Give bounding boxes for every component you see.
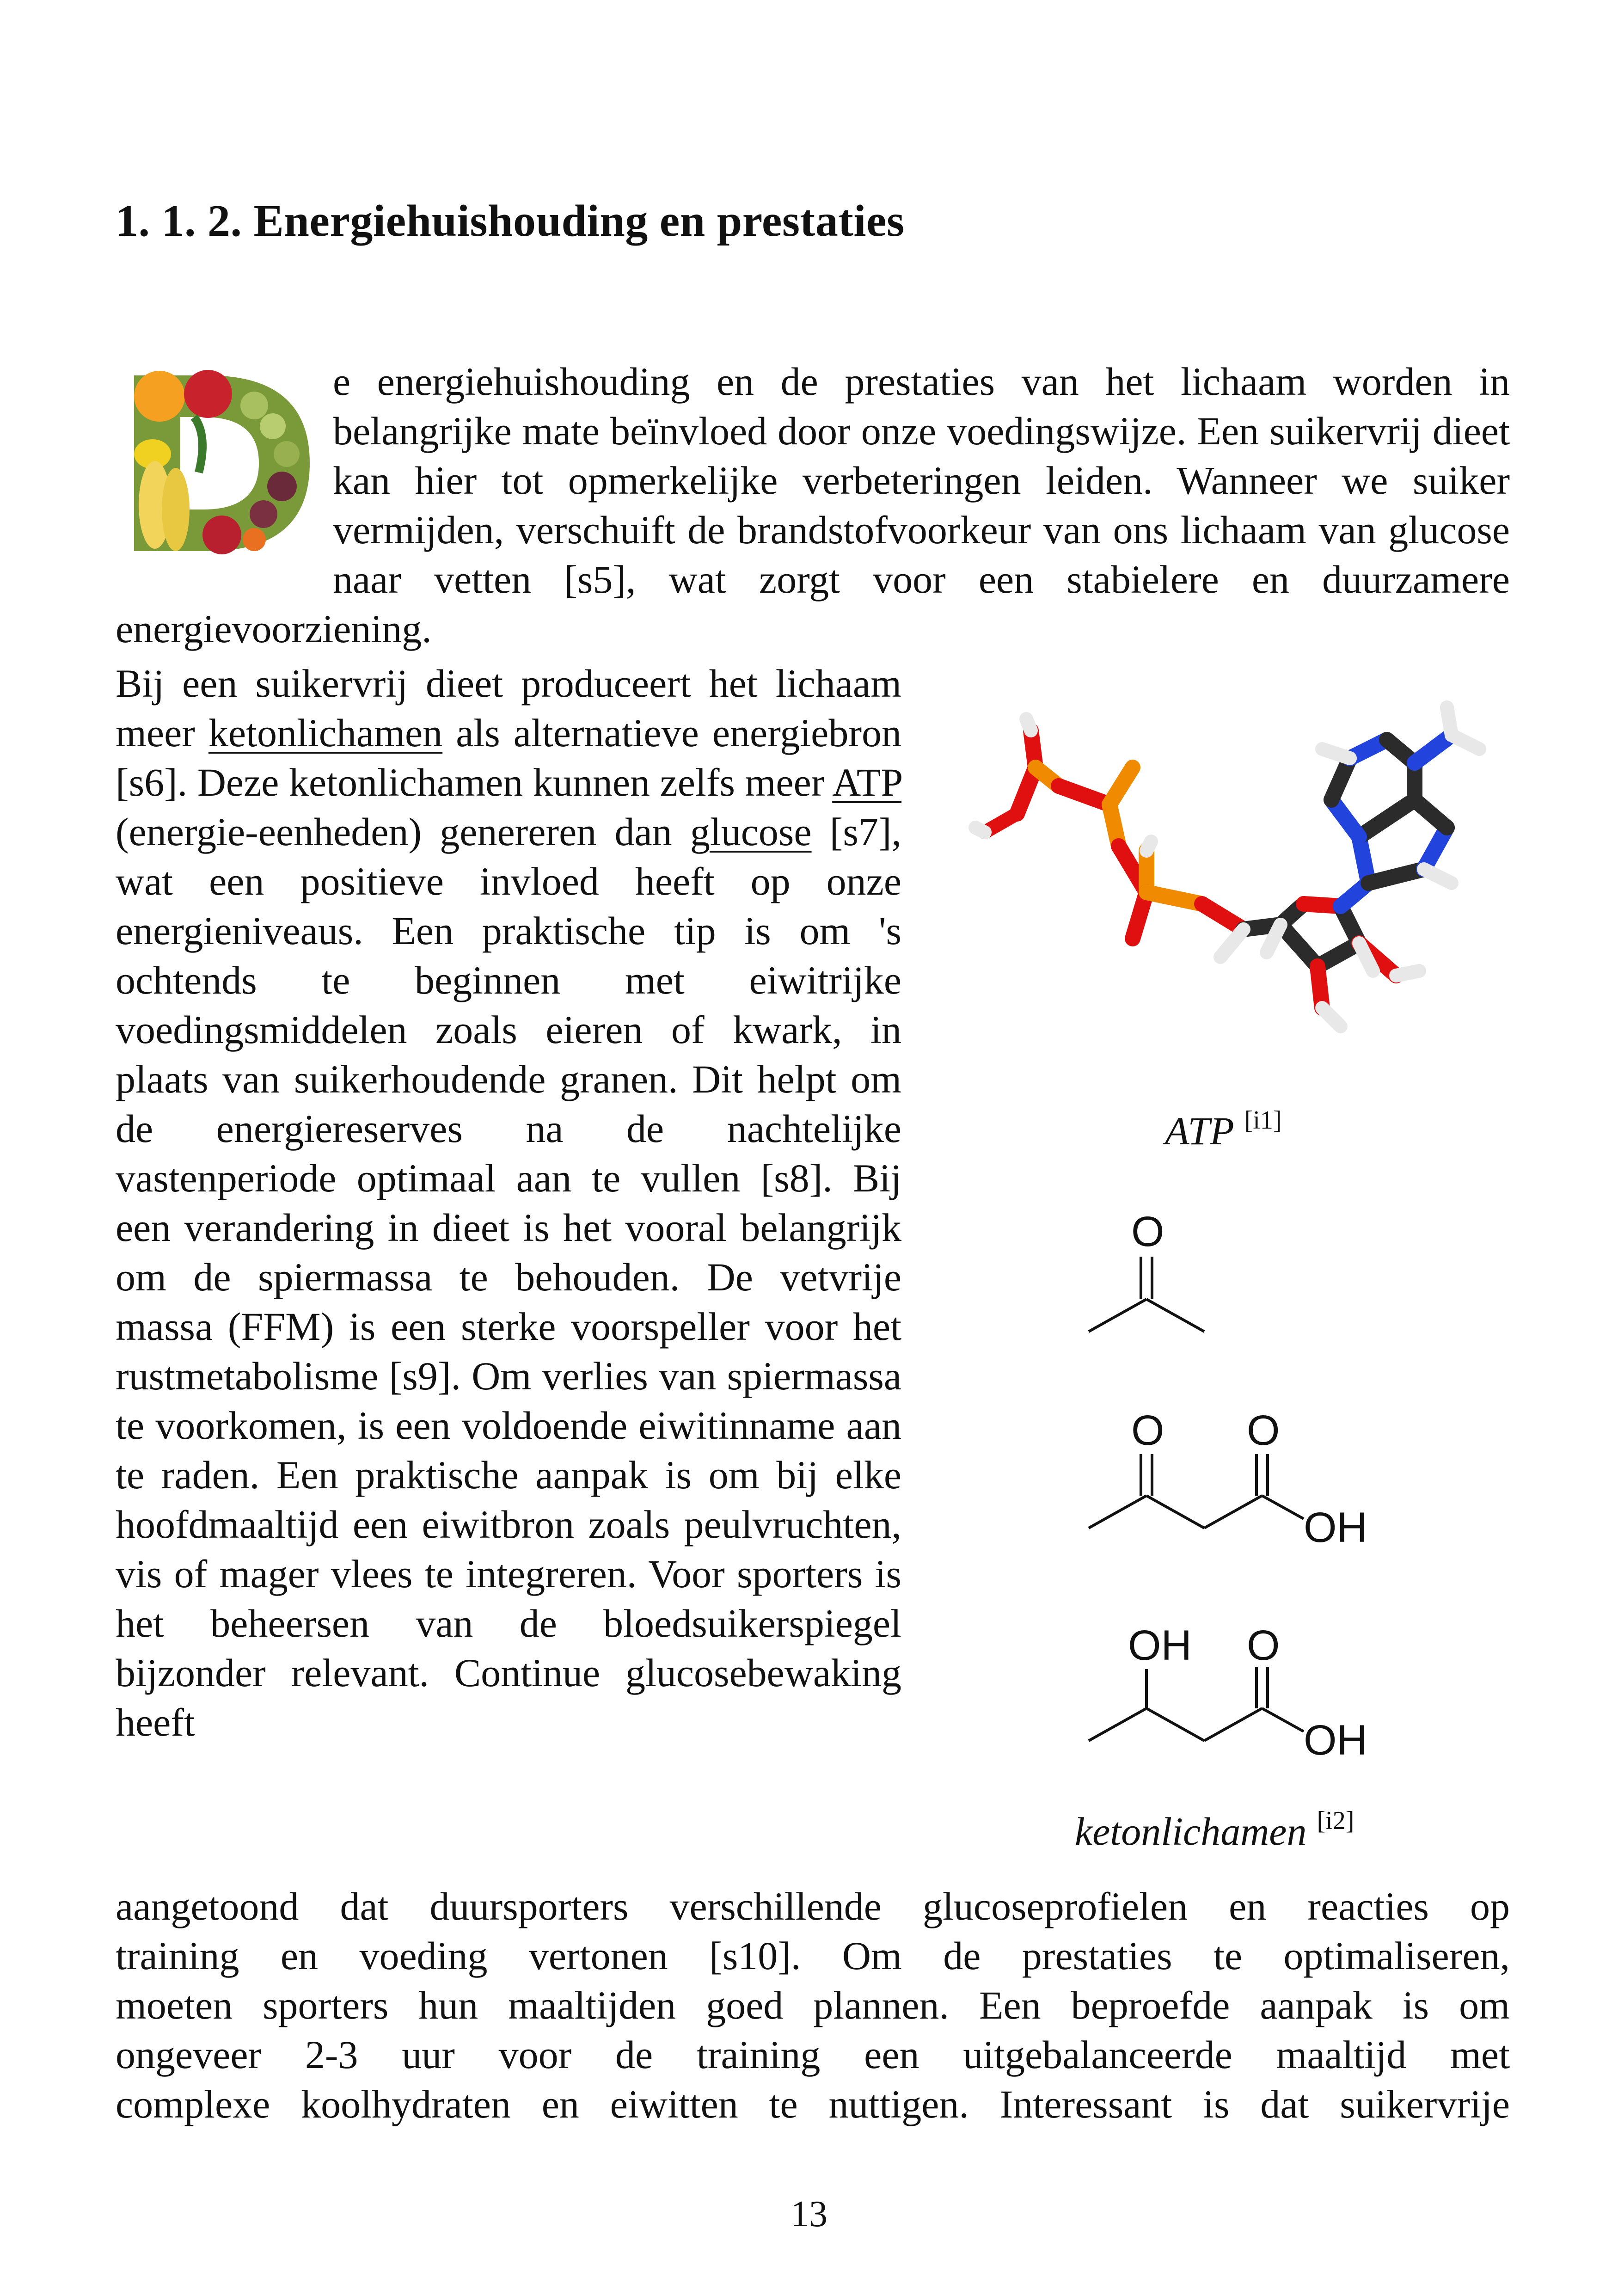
acetoacetate-oh-label: OH: [1304, 1504, 1367, 1551]
acetone-o-label: O: [1131, 1208, 1164, 1255]
acetoacetate-o2-label: O: [1247, 1407, 1280, 1454]
text-segment-4: [s7], wat een positieve invloed heeft op onze energieniveaus. Een praktische tip is om 's ochtends te beginnen met eiwitrijke voedingsmiddelen zoals eieren of kwark, in plaats van suikerhoudende granen. Dit helpt om de energiereserves na de nachtelijke vastenperiode optimaal aan te vullen [s8]. Bij een verandering in dieet is het vooral belangrijk om de spiermassa te behouden. De vetvrije massa (FFM) is een sterke voorspeller voor het rustmetabolisme [s9]. Om verlies van spiermassa te voorkomen, is een voldoende eiwitinname aan te raden. Een praktische aanpak is om bij elke hoofdmaaltijd een eiwitbron zoals peulvruchten, vis of mager vlees te integreren. Voor sporters is het beheersen van de bloedsuikerspiegel bijzonder relevant. Continue glucosebewaking heeft: [116, 810, 901, 1744]
keton-caption-ref: [i2]: [1317, 1806, 1354, 1835]
atp-caption-ref: [i1]: [1244, 1106, 1282, 1135]
bottom-line: moeten sporters hun maaltijden goed plannen. Een beproefde aanpak is om: [116, 1983, 1510, 2027]
main-column-paragraph: [116, 659, 901, 1747]
bottom-line: aangetoond dat duursporters verschillende glucoseprofielen en reacties op: [116, 1884, 1510, 1928]
acetoacetate-o1-label: O: [1131, 1407, 1164, 1454]
atp-molecule-image: [962, 694, 1516, 1063]
ketonlichamen-structures: [1063, 1193, 1433, 1757]
bottom-line: ongeveer 2-3 uur voor de training een uitgebalanceerde maaltijd met: [116, 2032, 1510, 2077]
hydroxybutyrate-oh2-label: OH: [1304, 1717, 1367, 1757]
hydroxybutyrate-o-label: O: [1247, 1622, 1280, 1669]
section-heading: 1. 1. 2. Energiehuishouding en prestaties: [116, 196, 905, 246]
bottom-line: complexe koolhydraten en eiwitten te nuttigen. Interessant is dat suikervrije: [116, 2082, 1510, 2126]
keton-caption-label: ketonlichamen: [1075, 1809, 1307, 1854]
text-segment-3: (energie-eenheden) genereren dan: [116, 810, 690, 854]
atp-caption-label: ATP: [1165, 1109, 1234, 1153]
bottom-line: training en voeding vertonen [s10]. Om de prestaties te optimaliseren,: [116, 1934, 1510, 1978]
text-segment-1: Bij een suikervrij dieet produceert het lichaam meer: [116, 661, 901, 755]
intro-dropcap-rest: e energiehuishouding en de prestaties van het lichaam worden in belangrijke mate beïnvloed door onze voedingswijze. Een suikervrij dieet kan hier tot opmerkelijke verbeteringen leiden. Wanneer we suiker vermijden, verschuift de brandstofvoorkeur van ons lichaam van glucose naar vetten [s5], wat zorgt voor een stabielere en duurzamere energievoorziening.: [116, 359, 1510, 651]
keton-caption: [1075, 1806, 1354, 1854]
intro-paragraph: [116, 357, 1510, 654]
text-segment-2: als alternatieve energiebron [s6]. Deze ketonlichamen kunnen zelfs meer: [116, 711, 901, 804]
link-atp[interactable]: ATP: [832, 760, 901, 804]
link-ketonlichamen[interactable]: ketonlichamen: [208, 711, 443, 755]
hydroxybutyrate-oh1-label: OH: [1128, 1622, 1192, 1669]
page-number: 13: [791, 2194, 827, 2235]
atp-caption: [1165, 1107, 1282, 1151]
dropcap-fruit-d-image: [116, 362, 319, 560]
bottom-paragraph: [116, 1882, 1510, 2129]
link-glucose[interactable]: glucose: [690, 810, 812, 854]
